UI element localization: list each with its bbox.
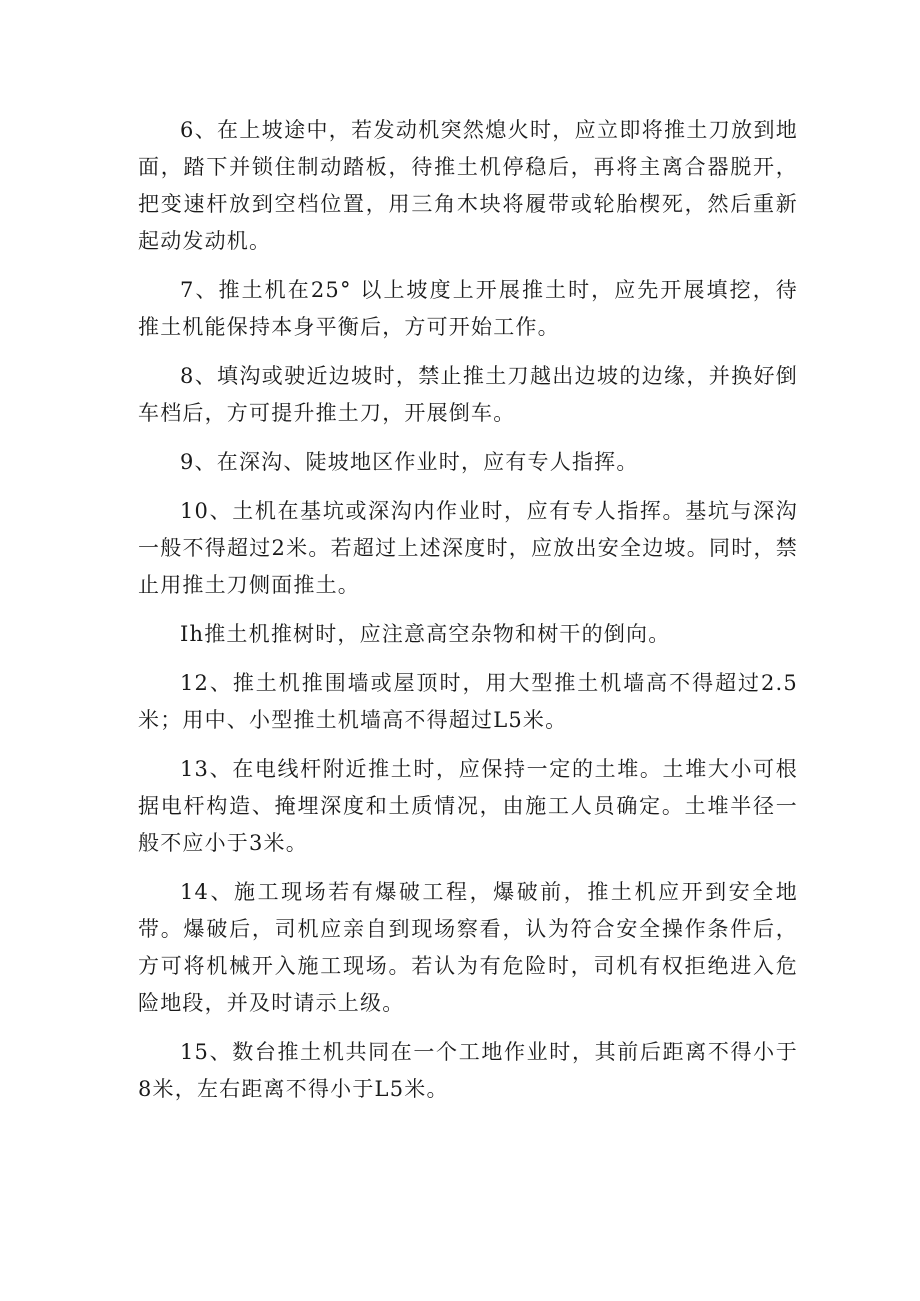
paragraph-10: 10、土机在基坑或深沟内作业时，应有专人指挥。基坑与深沟一般不得超过2米。若超过上述深度时，应放出安全边坡。同时，禁止用推土刀侧面推土。 xyxy=(138,499,798,597)
paragraph-6: 6、在上坡途中，若发动机突然熄火时，应立即将推土刀放到地面，踏下并锁住制动踏板，待推土机停稳后，再将主离合器脱开，把变速杆放到空档位置，用三角木块将履带或轮胎楔死，然后重新起动发动机。 xyxy=(138,118,798,253)
paragraph-12: 12、推土机推围墙或屋顶时，用大型推土机墙高不得超过2.5米；用中、小型推土机墙高不得超过L5米。 xyxy=(138,671,798,732)
paragraph-11: Ih推土机推树时，应注意高空杂物和树干的倒向。 xyxy=(180,622,671,646)
document-body xyxy=(138,112,798,1120)
paragraph-14: 14、施工现场若有爆破工程，爆破前，推土机应开到安全地带。爆破后，司机应亲自到现场察看，认为符合安全操作条件后，方可将机械开入施工现场。若认为有危险时，司机有权拒绝进入危险地段，并及时请示上级。 xyxy=(138,880,798,1015)
paragraph-15: 15、数台推土机共同在一个工地作业时，其前后距离不得小于8米，左右距离不得小于L5米。 xyxy=(138,1040,798,1101)
paragraph-13: 13、在电线杆附近推土时，应保持一定的土堆。土堆大小可根据电杆构造、掩埋深度和土质情况，由施工人员确定。土堆半径一般不应小于3米。 xyxy=(138,757,798,855)
paragraph-8: 8、填沟或驶近边坡时，禁止推土刀越出边坡的边缘，并换好倒车档后，方可提升推土刀，开展倒车。 xyxy=(138,364,798,425)
paragraph-7: 7、推土机在25° 以上坡度上开展推土时，应先开展填挖，待推土机能保持本身平衡后，方可开始工作。 xyxy=(138,278,798,339)
paragraph-9: 9、在深沟、陡坡地区作业时，应有专人指挥。 xyxy=(180,450,639,474)
